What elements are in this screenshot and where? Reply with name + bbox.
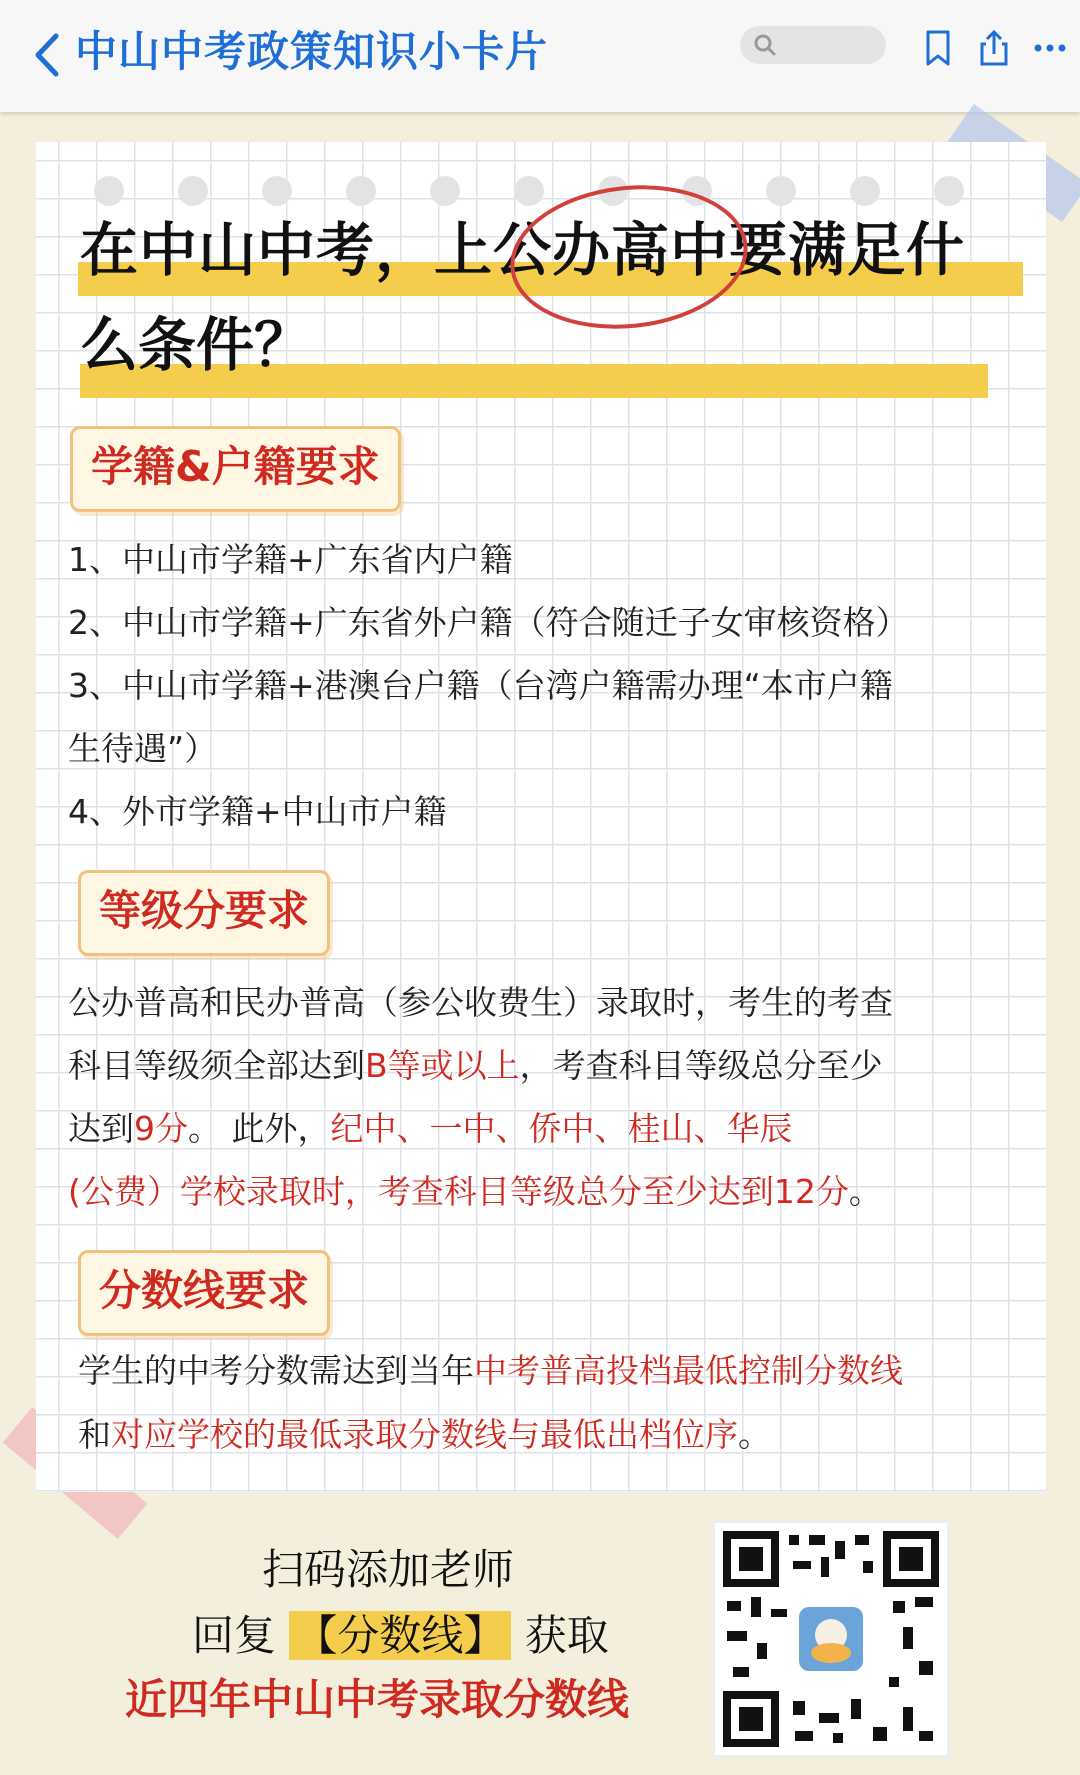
text-span: 科目等级须全部达到 [68,1046,365,1085]
more-options-icon[interactable] [1028,26,1072,70]
requirement-line: 生待遇”） [68,729,218,768]
grade-paragraph-line: 公办普高和民办普高（参公收费生）录取时，考生的考查 [68,983,893,1022]
highlight-text: 9分 [134,1109,188,1148]
section-tag-enrollment-household: 学籍&户籍要求 [70,426,401,512]
text-span: 和 [78,1415,111,1454]
share-icon[interactable] [972,26,1016,70]
card-title-line-2: 么条件？ [80,311,313,379]
grade-paragraph-line [68,1167,882,1217]
qr-code-pattern [723,1531,939,1747]
highlight-text: 对应学校的最低录取分数线与最低出档位序 [111,1415,738,1454]
binder-hole [346,176,376,206]
binder-hole [262,176,292,206]
text-span: 。 此外， [188,1109,331,1148]
score-paragraph-line [78,1346,903,1396]
search-icon [752,32,778,58]
keyword-highlight: 【分数线】 [289,1611,511,1660]
requirement-line: 1、中山市学籍+广东省内户籍 [68,540,513,579]
text-span: ，考查科目等级总分至少 [519,1046,883,1085]
text-span: 回复 [192,1611,277,1660]
card-title-line-1: 在中山中考，上公办高中要满足什 [80,216,966,284]
grade-paragraph-line [68,1104,793,1154]
highlight-text: 中考普高投档最低控制分数线 [474,1351,903,1390]
text-span: 。 [848,1172,882,1211]
footer-scan-text: 扫码添加老师 [262,1545,515,1594]
score-paragraph-line [78,1410,771,1460]
text-span: 达到 [68,1109,134,1148]
page-title: 中山中考政策知识小卡片 [75,27,549,76]
qr-code-image[interactable] [712,1520,950,1758]
binder-hole [94,176,124,206]
binder-hole [766,176,796,206]
binder-hole [514,176,544,206]
highlight-text: 纪中、一中、侨中、桂山、华辰 [330,1109,793,1148]
highlight-text: (公费）学校录取时，考查科目等级总分至少达到12分 [68,1172,849,1211]
text-span: 。 [738,1415,771,1454]
section-tag-grade-score: 等级分要求 [78,870,330,956]
binder-hole [430,176,460,206]
grade-paragraph-line [68,1041,883,1091]
top-nav-bar [0,0,1080,112]
requirement-line: 2、中山市学籍+广东省外户籍（符合随迁子女审核资格） [68,603,909,642]
binder-holes [94,176,1014,206]
footer-reply-text [192,1606,609,1666]
text-span: 学生的中考分数需达到当年 [78,1351,474,1390]
text-span: 获取 [524,1611,609,1660]
bookmark-icon[interactable] [916,26,960,70]
requirement-line: 4、外市学籍+中山市户籍 [68,792,447,831]
back-chevron-icon[interactable] [28,30,68,80]
highlight-text: B等或以上 [365,1046,520,1085]
binder-hole [178,176,208,206]
section-tag-score-line: 分数线要求 [78,1250,330,1336]
binder-hole [934,176,964,206]
footer-offer-text: 近四年中山中考录取分数线 [125,1675,630,1724]
search-box[interactable] [740,26,886,64]
requirement-line: 3、中山市学籍+港澳台户籍（台湾户籍需办理“本市户籍 [68,666,893,705]
binder-hole [850,176,880,206]
